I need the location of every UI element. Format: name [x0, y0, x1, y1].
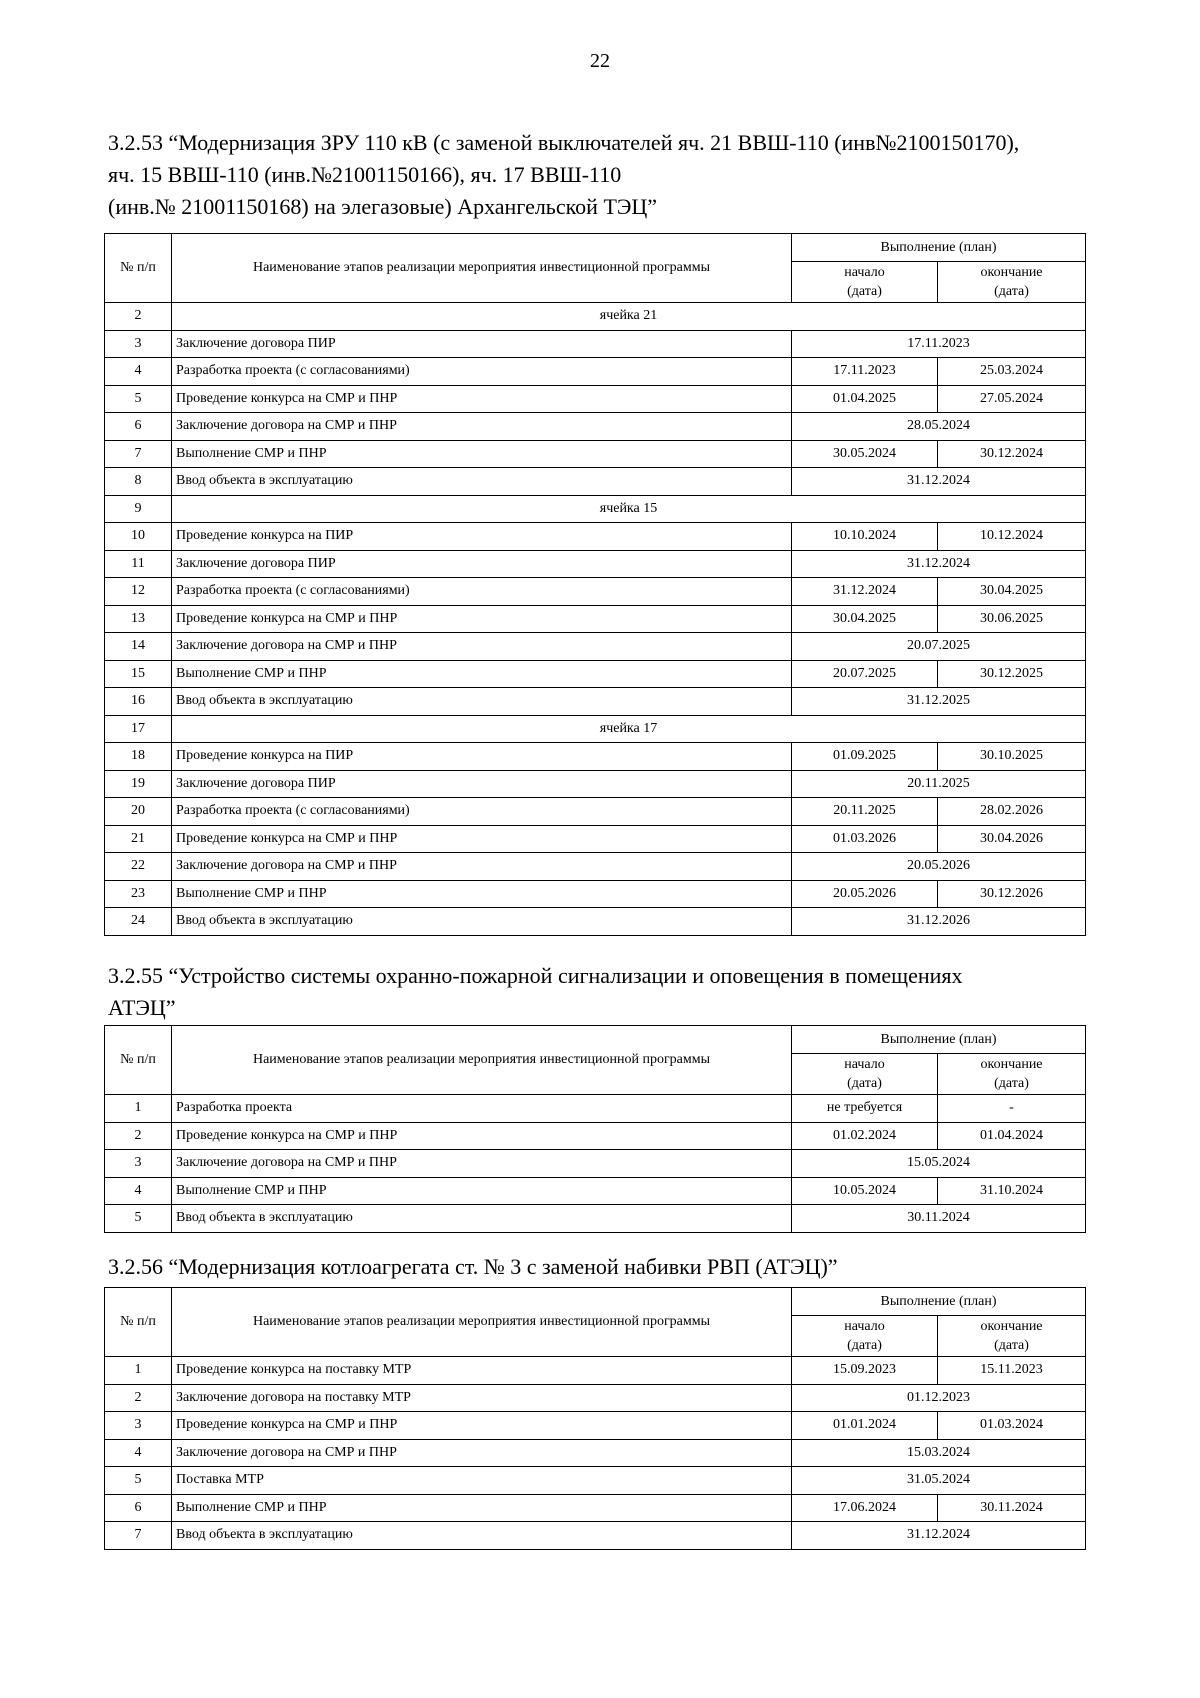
- stage-name-cell: Разработка проекта (с согласованиями): [172, 578, 792, 606]
- end-label: окончание: [980, 265, 1043, 280]
- group-label-cell: ячейка 17: [172, 715, 1086, 743]
- table-row: [105, 1467, 1086, 1495]
- row-number-cell: 24: [105, 908, 172, 936]
- group-label-cell: ячейка 15: [172, 495, 1086, 523]
- stage-name-cell: Разработка проекта (с согласованиями): [172, 798, 792, 826]
- date-cell-merged: 17.11.2023: [792, 330, 1086, 358]
- row-number-cell: 8: [105, 468, 172, 496]
- section-heading-3-2-56: [108, 1251, 1098, 1283]
- date-label: (дата): [847, 1076, 882, 1091]
- start-date-cell: 01.02.2024: [792, 1122, 938, 1150]
- date-label: (дата): [847, 284, 882, 299]
- start-date-cell: не требуется: [792, 1095, 938, 1123]
- row-number-cell: 7: [105, 1522, 172, 1550]
- column-header-execution: Выполнение (план): [792, 1288, 1086, 1316]
- row-number-cell: 9: [105, 495, 172, 523]
- table-row: [105, 1095, 1086, 1123]
- end-date-cell: 25.03.2024: [938, 358, 1086, 386]
- date-cell-merged: 28.05.2024: [792, 413, 1086, 441]
- table-row: [105, 1522, 1086, 1550]
- row-number-cell: 1: [105, 1095, 172, 1123]
- date-cell-merged: 31.12.2024: [792, 468, 1086, 496]
- table-row: [105, 853, 1086, 881]
- end-date-cell: 27.05.2024: [938, 385, 1086, 413]
- row-number-cell: 12: [105, 578, 172, 606]
- end-date-cell: 15.11.2023: [938, 1357, 1086, 1385]
- stage-name-cell: Проведение конкурса на СМР и ПНР: [172, 605, 792, 633]
- column-header-stage-name: Наименование этапов реализации мероприятия инвестиционной программы: [172, 1026, 792, 1095]
- table-header-row: [105, 1026, 1086, 1054]
- row-number-cell: 6: [105, 1494, 172, 1522]
- table-row: [105, 633, 1086, 661]
- stage-name-cell: Ввод объекта в эксплуатацию: [172, 1205, 792, 1233]
- table-row: [105, 715, 1086, 743]
- row-number-cell: 2: [105, 1122, 172, 1150]
- row-number-cell: 14: [105, 633, 172, 661]
- column-header-end: [938, 1054, 1086, 1095]
- column-header-stage-name: Наименование этапов реализации мероприятия инвестиционной программы: [172, 1288, 792, 1357]
- stage-name-cell: Проведение конкурса на СМР и ПНР: [172, 1122, 792, 1150]
- row-number-cell: 13: [105, 605, 172, 633]
- date-cell-merged: 30.11.2024: [792, 1205, 1086, 1233]
- end-label: окончание: [980, 1057, 1043, 1072]
- row-number-cell: 22: [105, 853, 172, 881]
- table-row: [105, 330, 1086, 358]
- stage-name-cell: Выполнение СМР и ПНР: [172, 660, 792, 688]
- table-row: [105, 1384, 1086, 1412]
- table-row: [105, 1357, 1086, 1385]
- heading-line: 3.2.55 “Устройство системы охранно-пожарной сигнализации и оповещения в помещениях: [108, 963, 963, 988]
- stage-name-cell: Выполнение СМР и ПНР: [172, 1177, 792, 1205]
- date-cell-merged: 20.11.2025: [792, 770, 1086, 798]
- table-header-row: [105, 1288, 1086, 1316]
- start-date-cell: 17.06.2024: [792, 1494, 938, 1522]
- heading-line: АТЭЦ”: [108, 995, 176, 1020]
- date-cell-merged: 15.05.2024: [792, 1150, 1086, 1178]
- column-header-number: № п/п: [105, 1026, 172, 1095]
- heading-line: (инв.№ 21001150168) на элегазовые) Архангельской ТЭЦ”: [108, 194, 658, 219]
- start-date-cell: 30.04.2025: [792, 605, 938, 633]
- start-label: начало: [844, 1057, 885, 1072]
- table-row: [105, 303, 1086, 331]
- table-row: [105, 605, 1086, 633]
- table-row: [105, 495, 1086, 523]
- row-number-cell: 20: [105, 798, 172, 826]
- table-row: [105, 1177, 1086, 1205]
- row-number-cell: 4: [105, 1439, 172, 1467]
- start-date-cell: 10.10.2024: [792, 523, 938, 551]
- stage-name-cell: Выполнение СМР и ПНР: [172, 1494, 792, 1522]
- date-label: (дата): [994, 1338, 1029, 1353]
- end-date-cell: -: [938, 1095, 1086, 1123]
- row-number-cell: 5: [105, 1467, 172, 1495]
- start-date-cell: 20.11.2025: [792, 798, 938, 826]
- section-heading-3-2-53: [108, 127, 1098, 223]
- table-row: [105, 908, 1086, 936]
- page-number: 22: [590, 50, 610, 72]
- schedule-table-3-2-53: [104, 233, 1086, 936]
- stage-name-cell: Выполнение СМР и ПНР: [172, 440, 792, 468]
- row-number-cell: 16: [105, 688, 172, 716]
- stage-name-cell: Заключение договора на СМР и ПНР: [172, 853, 792, 881]
- end-date-cell: 10.12.2024: [938, 523, 1086, 551]
- stage-name-cell: Проведение конкурса на СМР и ПНР: [172, 1412, 792, 1440]
- stage-name-cell: Заключение договора на СМР и ПНР: [172, 413, 792, 441]
- stage-name-cell: Заключение договора на СМР и ПНР: [172, 1439, 792, 1467]
- table-row: [105, 550, 1086, 578]
- heading-line: 3.2.56 “Модернизация котлоагрегата ст. № 3 с заменой набивки РВП (АТЭЦ)”: [108, 1254, 838, 1279]
- start-date-cell: 01.01.2024: [792, 1412, 938, 1440]
- end-date-cell: 28.02.2026: [938, 798, 1086, 826]
- group-label-cell: ячейка 21: [172, 303, 1086, 331]
- stage-name-cell: Проведение конкурса на поставку МТР: [172, 1357, 792, 1385]
- start-date-cell: 01.09.2025: [792, 743, 938, 771]
- end-date-cell: 30.04.2026: [938, 825, 1086, 853]
- start-date-cell: 01.04.2025: [792, 385, 938, 413]
- end-date-cell: 30.06.2025: [938, 605, 1086, 633]
- end-date-cell: 30.12.2024: [938, 440, 1086, 468]
- table-row: [105, 468, 1086, 496]
- column-header-number: № п/п: [105, 1288, 172, 1357]
- date-cell-merged: 15.03.2024: [792, 1439, 1086, 1467]
- start-date-cell: 20.07.2025: [792, 660, 938, 688]
- date-cell-merged: 31.12.2026: [792, 908, 1086, 936]
- date-cell-merged: 20.05.2026: [792, 853, 1086, 881]
- end-date-cell: 01.03.2024: [938, 1412, 1086, 1440]
- start-date-cell: 20.05.2026: [792, 880, 938, 908]
- date-cell-merged: 20.07.2025: [792, 633, 1086, 661]
- row-number-cell: 4: [105, 358, 172, 386]
- stage-name-cell: Разработка проекта (с согласованиями): [172, 358, 792, 386]
- column-header-stage-name: Наименование этапов реализации мероприятия инвестиционной программы: [172, 234, 792, 303]
- end-date-cell: 30.11.2024: [938, 1494, 1086, 1522]
- row-number-cell: 2: [105, 303, 172, 331]
- stage-name-cell: Ввод объекта в эксплуатацию: [172, 1522, 792, 1550]
- table-row: [105, 1494, 1086, 1522]
- date-cell-merged: 31.12.2024: [792, 550, 1086, 578]
- stage-name-cell: Разработка проекта: [172, 1095, 792, 1123]
- table-row: [105, 1150, 1086, 1178]
- table-row: [105, 413, 1086, 441]
- start-date-cell: 30.05.2024: [792, 440, 938, 468]
- row-number-cell: 21: [105, 825, 172, 853]
- section-heading-3-2-55: [108, 960, 1098, 1024]
- column-header-number: № п/п: [105, 234, 172, 303]
- row-number-cell: 6: [105, 413, 172, 441]
- stage-name-cell: Проведение конкурса на ПИР: [172, 743, 792, 771]
- column-header-start: [792, 1316, 938, 1357]
- row-number-cell: 10: [105, 523, 172, 551]
- stage-name-cell: Заключение договора ПИР: [172, 770, 792, 798]
- end-label: окончание: [980, 1319, 1043, 1334]
- end-date-cell: 30.12.2025: [938, 660, 1086, 688]
- row-number-cell: 11: [105, 550, 172, 578]
- end-date-cell: 30.12.2026: [938, 880, 1086, 908]
- row-number-cell: 5: [105, 1205, 172, 1233]
- start-label: начало: [844, 1319, 885, 1334]
- table-row: [105, 1439, 1086, 1467]
- heading-line: 3.2.53 “Модернизация ЗРУ 110 кВ (с заменой выключателей яч. 21 ВВШ-110 (инв№2100150170),: [108, 130, 1020, 155]
- stage-name-cell: Ввод объекта в эксплуатацию: [172, 908, 792, 936]
- row-number-cell: 3: [105, 330, 172, 358]
- table-row: [105, 1412, 1086, 1440]
- table-row: [105, 578, 1086, 606]
- table-row: [105, 523, 1086, 551]
- stage-name-cell: Ввод объекта в эксплуатацию: [172, 688, 792, 716]
- table-header-row: [105, 234, 1086, 262]
- row-number-cell: 7: [105, 440, 172, 468]
- start-date-cell: 31.12.2024: [792, 578, 938, 606]
- date-label: (дата): [994, 284, 1029, 299]
- row-number-cell: 4: [105, 1177, 172, 1205]
- end-date-cell: 30.04.2025: [938, 578, 1086, 606]
- start-label: начало: [844, 265, 885, 280]
- stage-name-cell: Заключение договора ПИР: [172, 330, 792, 358]
- row-number-cell: 19: [105, 770, 172, 798]
- column-header-execution: Выполнение (план): [792, 1026, 1086, 1054]
- row-number-cell: 2: [105, 1384, 172, 1412]
- date-cell-merged: 01.12.2023: [792, 1384, 1086, 1412]
- table-row: [105, 688, 1086, 716]
- row-number-cell: 15: [105, 660, 172, 688]
- table-row: [105, 1122, 1086, 1150]
- column-header-start: [792, 1054, 938, 1095]
- table-row: [105, 358, 1086, 386]
- start-date-cell: 17.11.2023: [792, 358, 938, 386]
- end-date-cell: 30.10.2025: [938, 743, 1086, 771]
- column-header-end: [938, 1316, 1086, 1357]
- row-number-cell: 23: [105, 880, 172, 908]
- stage-name-cell: Ввод объекта в эксплуатацию: [172, 468, 792, 496]
- schedule-table-3-2-56: [104, 1287, 1086, 1550]
- table-row: [105, 385, 1086, 413]
- stage-name-cell: Проведение конкурса на СМР и ПНР: [172, 385, 792, 413]
- row-number-cell: 5: [105, 385, 172, 413]
- start-date-cell: 01.03.2026: [792, 825, 938, 853]
- stage-name-cell: Проведение конкурса на СМР и ПНР: [172, 825, 792, 853]
- stage-name-cell: Заключение договора ПИР: [172, 550, 792, 578]
- start-date-cell: 15.09.2023: [792, 1357, 938, 1385]
- stage-name-cell: Выполнение СМР и ПНР: [172, 880, 792, 908]
- date-label: (дата): [994, 1076, 1029, 1091]
- stage-name-cell: Заключение договора на СМР и ПНР: [172, 633, 792, 661]
- date-label: (дата): [847, 1338, 882, 1353]
- row-number-cell: 17: [105, 715, 172, 743]
- date-cell-merged: 31.12.2025: [792, 688, 1086, 716]
- table-row: [105, 660, 1086, 688]
- heading-line: яч. 15 ВВШ-110 (инв.№21001150166), яч. 17 ВВШ-110: [108, 162, 622, 187]
- stage-name-cell: Заключение договора на СМР и ПНР: [172, 1150, 792, 1178]
- table-row: [105, 880, 1086, 908]
- schedule-table-3-2-55: [104, 1025, 1086, 1233]
- start-date-cell: 10.05.2024: [792, 1177, 938, 1205]
- table-row: [105, 1205, 1086, 1233]
- date-cell-merged: 31.12.2024: [792, 1522, 1086, 1550]
- table-row: [105, 825, 1086, 853]
- end-date-cell: 31.10.2024: [938, 1177, 1086, 1205]
- stage-name-cell: Поставка МТР: [172, 1467, 792, 1495]
- table-row: [105, 440, 1086, 468]
- table-row: [105, 743, 1086, 771]
- table-row: [105, 770, 1086, 798]
- date-cell-merged: 31.05.2024: [792, 1467, 1086, 1495]
- stage-name-cell: Проведение конкурса на ПИР: [172, 523, 792, 551]
- column-header-start: [792, 262, 938, 303]
- row-number-cell: 18: [105, 743, 172, 771]
- end-date-cell: 01.04.2024: [938, 1122, 1086, 1150]
- row-number-cell: 3: [105, 1412, 172, 1440]
- row-number-cell: 3: [105, 1150, 172, 1178]
- column-header-execution: Выполнение (план): [792, 234, 1086, 262]
- column-header-end: [938, 262, 1086, 303]
- table-row: [105, 798, 1086, 826]
- stage-name-cell: Заключение договора на поставку МТР: [172, 1384, 792, 1412]
- row-number-cell: 1: [105, 1357, 172, 1385]
